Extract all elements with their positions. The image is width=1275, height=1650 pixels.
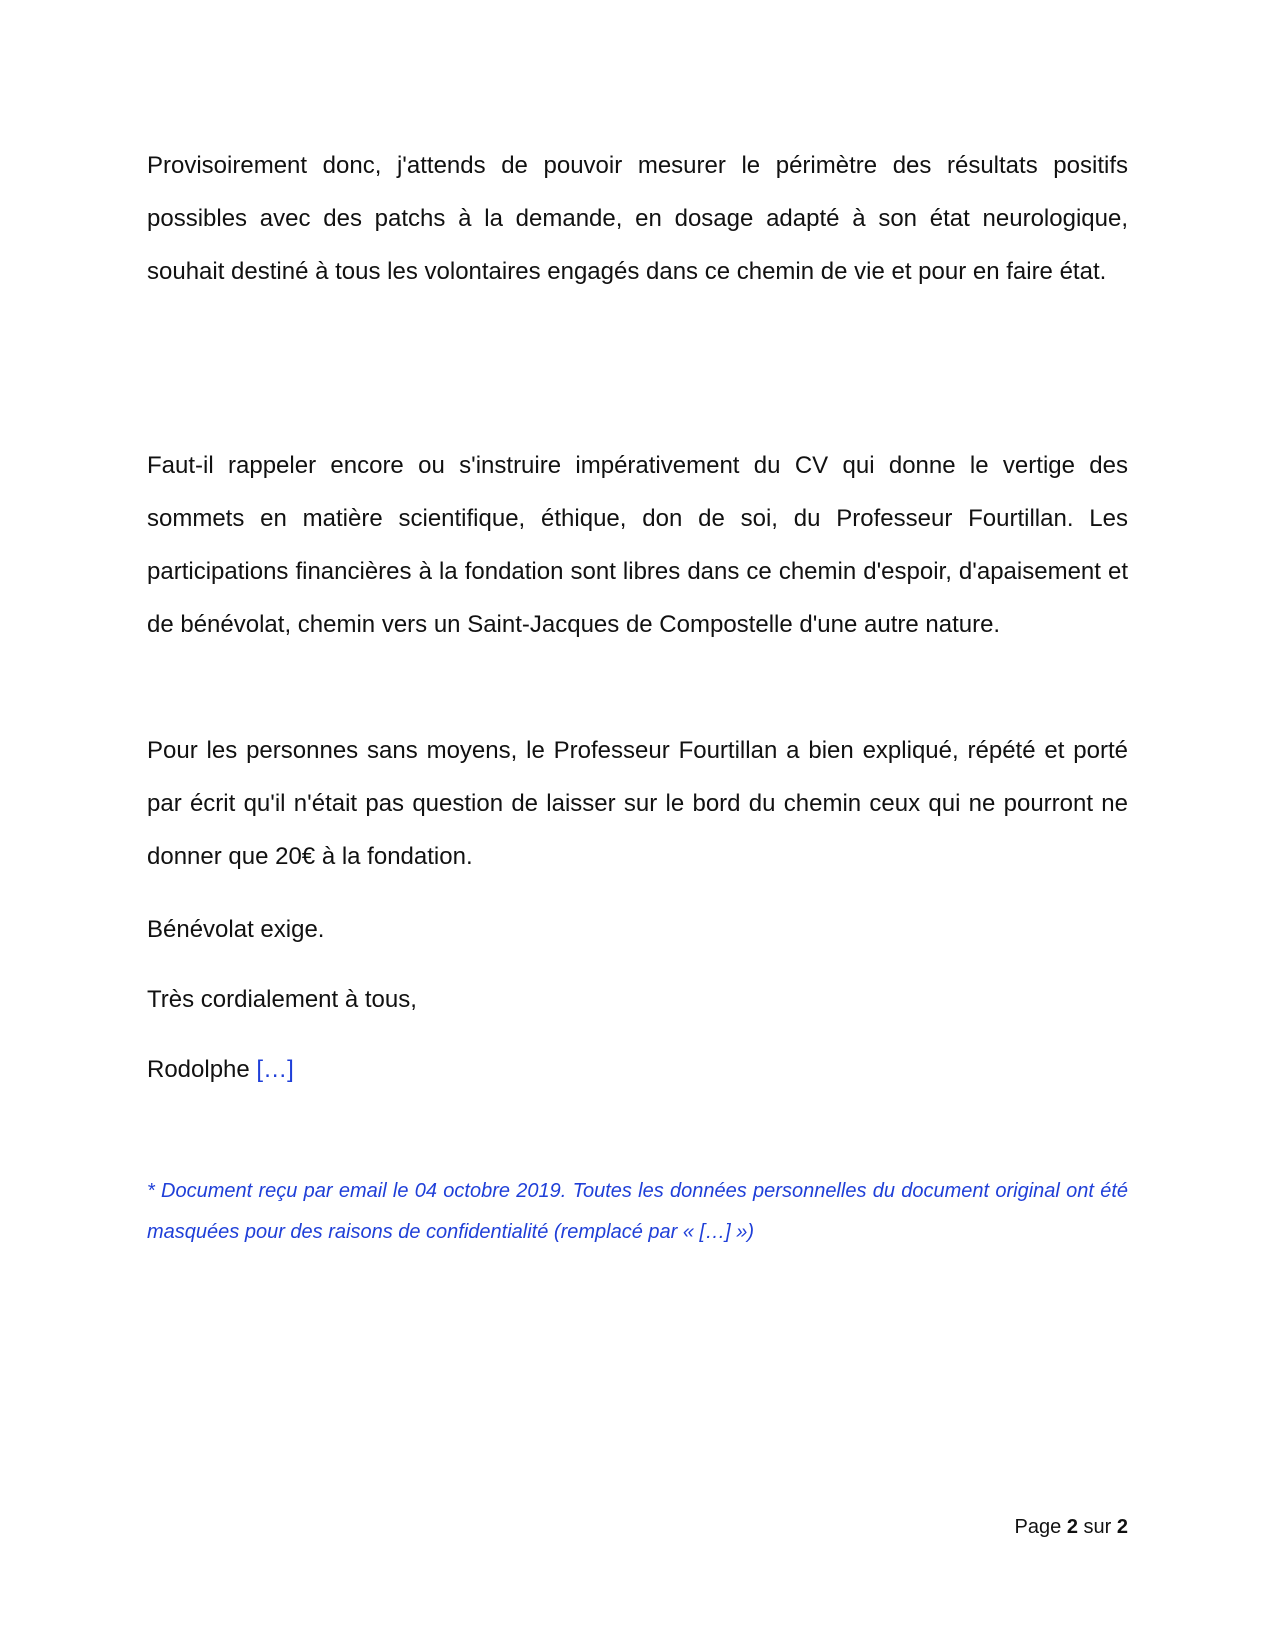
page-current: 2 xyxy=(1066,1516,1078,1538)
paragraph-3: Pour les personnes sans moyens, le Professeur Fourtillan a bien expliqué, répété et porté par écrit qu'il n'était pas question de laisser sur le bord du chemin ceux qui ne pourront ne donner que 20€ à la fondation. xyxy=(147,737,1128,870)
signature xyxy=(147,1043,1128,1096)
paragraph-1: Provisoirement donc, j'attends de pouvoir mesurer le périmètre des résultats positifs possibles avec des patchs à la demande, en dosage adapté à son état neurologique, souhait destiné à tous les volontaires engagés dans ce chemin de vie et pour en faire état. xyxy=(147,152,1128,285)
paragraph-2: Faut-il rappeler encore ou s'instruire impérativement du CV qui donne le vertige des sommets en matière scientifique, éthique, don de soi, du Professeur Fourtillan. Les participations financières à la fondation sont libres dans ce chemin d'espoir, d'apaisement et de bénévolat, chemin vers un Saint-Jacques de Compostelle d'une autre nature. xyxy=(147,452,1128,638)
redacted-marker: […] xyxy=(256,1056,294,1083)
closing-line: Très cordialement à tous, xyxy=(147,986,417,1013)
page-number xyxy=(1015,1516,1128,1539)
signature-name: Rodolphe xyxy=(147,1056,250,1083)
paragraph-4: Bénévolat exige. xyxy=(147,916,325,943)
page-total: 2 xyxy=(1116,1516,1128,1538)
page-prefix: Page xyxy=(1014,1516,1062,1538)
page-separator: sur xyxy=(1083,1516,1112,1538)
footnote: * Document reçu par email le 04 octobre 2019. Toutes les données personnelles du document original ont été masquées pour des raisons de confidentialité (remplacé par « […] ») xyxy=(147,1180,1128,1243)
